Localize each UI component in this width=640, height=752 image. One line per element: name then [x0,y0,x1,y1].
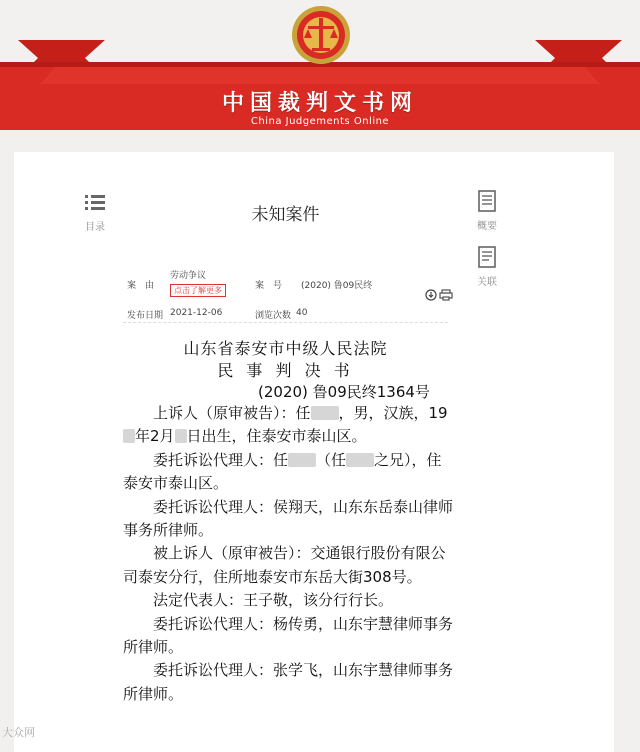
case-reason-value: 劳动争议 [170,271,207,281]
document-number: (2020) 鲁09民终1364号 [258,383,430,401]
redaction-mask [311,406,339,420]
court-emblem-icon [290,4,352,66]
print-icon[interactable] [440,290,452,300]
related-label: 关联 [477,277,497,288]
paragraph-agent-2: 委托诉讼代理人：侯翔天，山东东岳泰山律师事务所律师。 [123,497,454,540]
catalog-label: 目录 [85,222,105,233]
paragraph-appellant: 上诉人（原审被告）：任 ，男，汉族，19年2月 日出生，住泰安市泰山区。 [123,402,453,449]
case-number-key: 案 号 [255,281,283,291]
paragraph-agent-1: 委托诉讼代理人：任 （任 之兄），住泰安市泰山区。 [123,450,442,493]
download-icon[interactable] [426,290,436,300]
court-name: 山东省泰安市中级人民法院 [183,339,388,358]
views-value: 40 [296,308,308,318]
list-menu-icon [84,193,106,213]
related-document-icon [477,246,497,268]
document-type: 民 事 判 决 书 [217,361,354,380]
judgement-document [113,178,458,746]
case-number-value: (2020) 鲁09民终 [301,281,373,291]
related-button[interactable] [472,246,502,288]
site-subtitle: China Judgements Online [250,116,390,127]
publish-date-value: 2021-12-06 [170,308,223,318]
source-watermark: 大众网 [2,726,35,739]
redaction-mask [175,429,187,443]
case-reason-key: 案 由 [127,281,155,291]
summary-label: 概要 [477,221,497,232]
document-summary-icon [477,190,497,212]
meta-divider [123,322,448,323]
document-body [123,402,453,706]
site-title: 中国裁判文书网 [221,91,418,116]
paragraph-appellee: 被上诉人（原审被告）：交通银行股份有限公司泰安分行，住所地泰安市东岳大街308号。 [123,544,446,586]
site-header-banner [0,0,640,130]
paragraph-agent-3: 委托诉讼代理人：杨传勇，山东宇慧律师事务所律师。 [123,614,454,657]
redaction-mask [288,453,316,467]
case-title: 未知案件 [251,205,320,225]
catalog-button[interactable] [80,193,110,233]
redaction-mask [346,453,374,467]
views-key: 浏览次数 [255,311,292,321]
publish-date-key: 发布日期 [127,311,164,321]
redaction-mask [123,429,135,443]
summary-button[interactable] [472,190,502,232]
paragraph-agent-4: 委托诉讼代理人：张学飞，山东宇慧律师事务所律师。 [123,661,454,703]
learn-more-button[interactable]: 点击了解更多 [170,284,226,297]
toolbar-icons [425,286,455,305]
paragraph-legal-rep: 法定代表人：王子敬，该分行行长。 [153,591,394,610]
